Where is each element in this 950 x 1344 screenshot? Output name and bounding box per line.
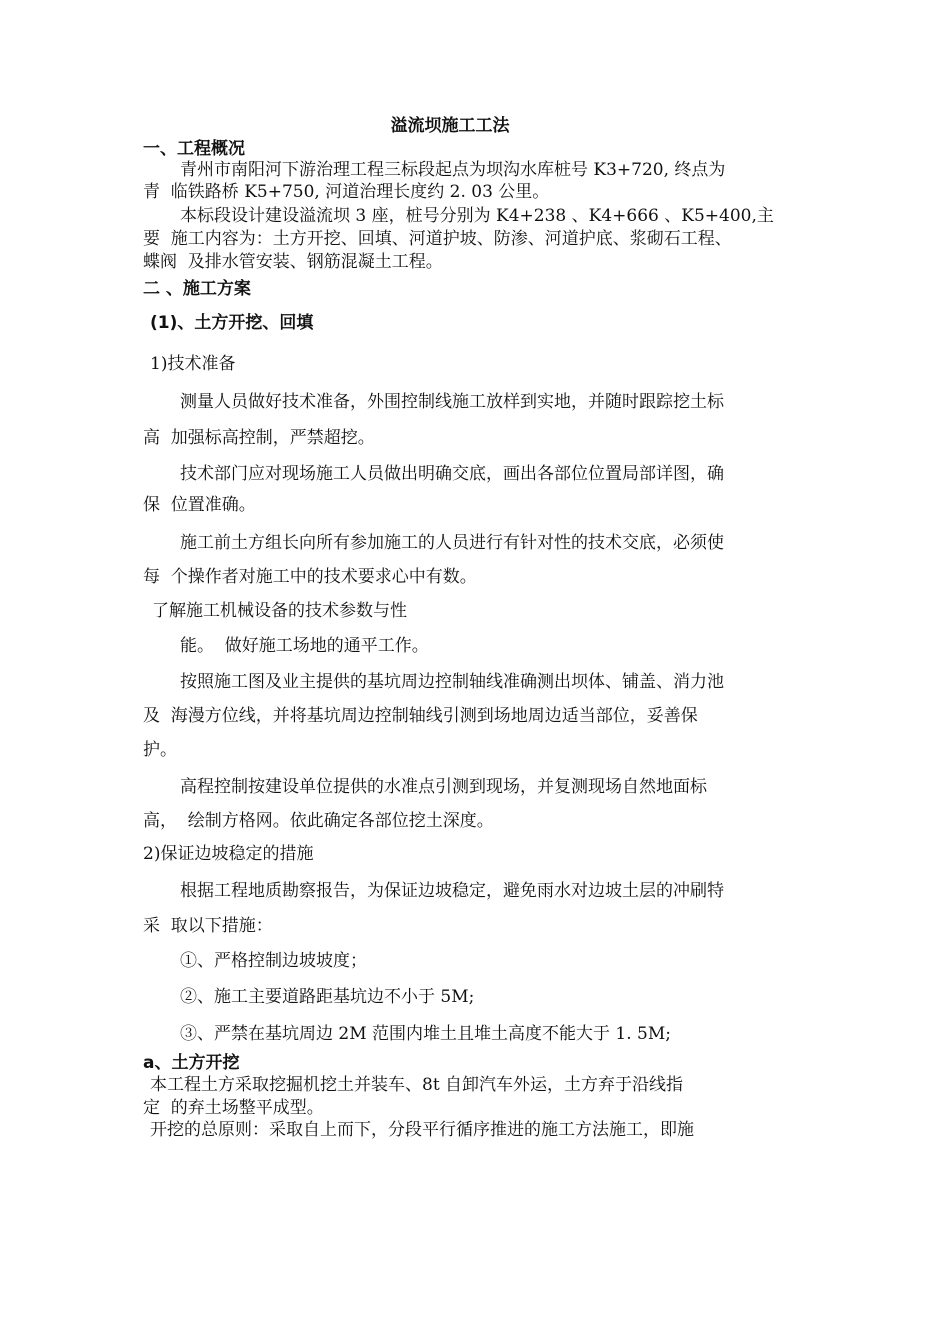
paragraph-line: 护。 bbox=[143, 740, 177, 760]
subsection-heading: (1)、土方开挖、回填 bbox=[150, 313, 314, 333]
section-heading-plan: 二 、施工方案 bbox=[143, 279, 251, 299]
paragraph-line: 要 施工内容为：土方开挖、回填、河道护坡、防渗、河道护底、浆砌石工程、 bbox=[143, 229, 732, 249]
paragraph-line: 能。 做好施工场地的通平工作。 bbox=[180, 636, 429, 656]
paragraph-line: 定 的弃土场整平成型。 bbox=[143, 1098, 324, 1118]
paragraph-line: 技术部门应对现场施工人员做出明确交底，画出各部位位置局部详图，确 bbox=[180, 464, 724, 484]
list-item: ②、施工主要道路距基坑边不小于 5M; bbox=[180, 987, 475, 1007]
paragraph-line: 测量人员做好技术准备，外围控制线施工放样到实地，并随时跟踪挖土标 bbox=[180, 392, 724, 412]
paragraph-line: 施工前土方组长向所有参加施工的人员进行有针对性的技术交底，必须使 bbox=[180, 533, 724, 553]
paragraph-line: 保 位置准确。 bbox=[143, 495, 256, 515]
paragraph-line: 按照施工图及业主提供的基坑周边控制轴线准确测出坝体、铺盖、消力池 bbox=[180, 672, 724, 692]
paragraph-line: 本标段设计建设溢流坝 3 座，桩号分别为 K4+238 、K4+666 、K5+400,主 bbox=[180, 206, 774, 226]
paragraph-line: 了解施工机械设备的技术参数与性 bbox=[152, 601, 407, 621]
paragraph-line: 高程控制按建设单位提供的水准点引测到现场，并复测现场自然地面标 bbox=[180, 777, 707, 797]
paragraph-line: 开挖的总原则：采取自上而下，分段平行循序推进的施工方法施工，即施 bbox=[150, 1120, 694, 1140]
subsection-heading: a、土方开挖 bbox=[143, 1053, 240, 1073]
page-title: 溢流坝施工工法 bbox=[390, 116, 510, 136]
paragraph-line: 每 个操作者对施工中的技术要求心中有数。 bbox=[143, 567, 477, 587]
paragraph-line: 本工程土方采取挖掘机挖土并装车、8t 自卸汽车外运，土方弃于沿线指 bbox=[150, 1075, 684, 1095]
paragraph-line: 青 临铁路桥 K5+750, 河道治理长度约 2. 03 公里。 bbox=[143, 182, 550, 202]
paragraph-line: 青州市南阳河下游治理工程三标段起点为坝沟水库桩号 K3+720, 终点为 bbox=[180, 160, 726, 180]
sub-heading: 1)技术准备 bbox=[150, 354, 236, 374]
sub-heading: 2)保证边坡稳定的措施 bbox=[143, 844, 314, 864]
paragraph-line: 根据工程地质勘察报告，为保证边坡稳定，避免雨水对边坡土层的冲刷特 bbox=[180, 881, 724, 901]
paragraph-line: 高 加强标高控制，严禁超挖。 bbox=[143, 428, 375, 448]
list-item: ③、严禁在基坑周边 2M 范围内堆土且堆土高度不能大于 1. 5M; bbox=[180, 1024, 672, 1044]
paragraph-line: 采 取以下措施： bbox=[143, 916, 273, 936]
section-heading-overview: 一、工程概况 bbox=[143, 139, 245, 159]
paragraph-line: 蝶阀 及排水管安装、钢筋混凝土工程。 bbox=[143, 252, 443, 272]
list-item: ①、严格控制边坡坡度； bbox=[180, 951, 367, 971]
paragraph-line: 及 海漫方位线，并将基坑周边控制轴线引测到场地周边适当部位，妥善保 bbox=[143, 706, 698, 726]
paragraph-line: 高， 绘制方格网。依此确定各部位挖土深度。 bbox=[143, 811, 494, 831]
